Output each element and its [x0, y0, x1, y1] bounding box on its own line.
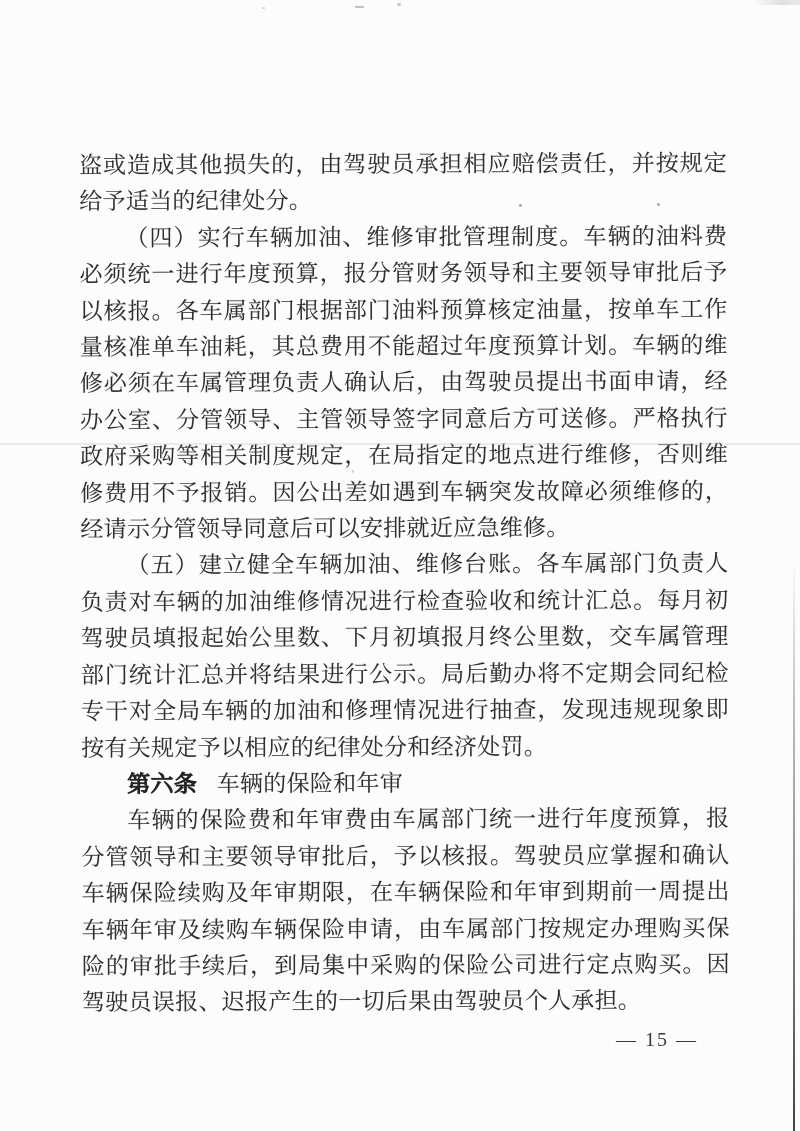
scan-speck: [262, 7, 265, 9]
scan-band-artifact: [0, 443, 800, 445]
scan-speck: [397, 3, 401, 6]
scan-speck: [690, 423, 692, 425]
paragraph-item-four: （四）实行车辆加油、维修审批管理制度。车辆的油料费必须统一进行年度预算，报分管财务领导和主要领导审批后予以核报。各车属部门根据部门油料预算核定油量，按单车工作量核准单车油耗，其总费用不能超过年度预算计划。车辆的维修必须在车属管理负责人确认后，由驾驶员提出书面申请，经办公室、分管领导、主管领导签字同意后方可送修。严格执行政府采购等相关制度规定，在局指定的地点进行维修，否则维修费用不予报销。因公出差如遇到车辆突发故障必须维修的，经请示分管领导同意后可以安排就近应急维修。: [79, 223, 729, 543]
scan-speck: [352, 470, 354, 473]
scan-edge-line: [793, 560, 795, 1131]
document-body: [79, 146, 730, 1022]
page-number: — 15 —: [616, 1029, 698, 1051]
paragraph-continuation: 盗或造成其他损失的，由驾驶员承担相应赔偿责任，并按规定给予适当的纪律处分。: [79, 150, 728, 215]
scan-smudge: [752, 0, 800, 5]
paragraph-article-six-body: 车辆的保险费和年审费由车属部门统一进行年度预算，报分管领导和主要领导审批后，予以核报。驾驶员应掌握和确认车辆保险续购及年审期限，在车辆保险和年审到期前一周提出车辆年审及续购车辆保险申请，由车属部门按规定办理购买保险的审批手续后，到局集中采购的保险公司进行定点购买。因驾驶员误报、迟报产生的一切后果由驾驶员个人承担。: [81, 806, 730, 1016]
article-title: 车辆的保险和年审: [216, 770, 404, 797]
scan-speck: [355, 6, 364, 8]
article-number-label: 第六条: [127, 771, 198, 797]
scan-speck: [657, 203, 660, 206]
article-six-heading: [81, 765, 729, 804]
paragraph-item-five: （五）建立健全车辆加油、维修台账。各车属部门负责人负责对车辆的加油维修情况进行检查验收和统计汇总。每月初驾驶员填报起始公里数、下月初填报月终公里数，交车属管理部门统计汇总并将结果进行公示。局后勤办将不定期会同纪检专干对全局车辆的加油和修理情况进行抽查，发现违规现象即按有关规定予以相应的纪律处分和经济处罚。: [80, 551, 730, 761]
scan-speck: [519, 204, 522, 207]
